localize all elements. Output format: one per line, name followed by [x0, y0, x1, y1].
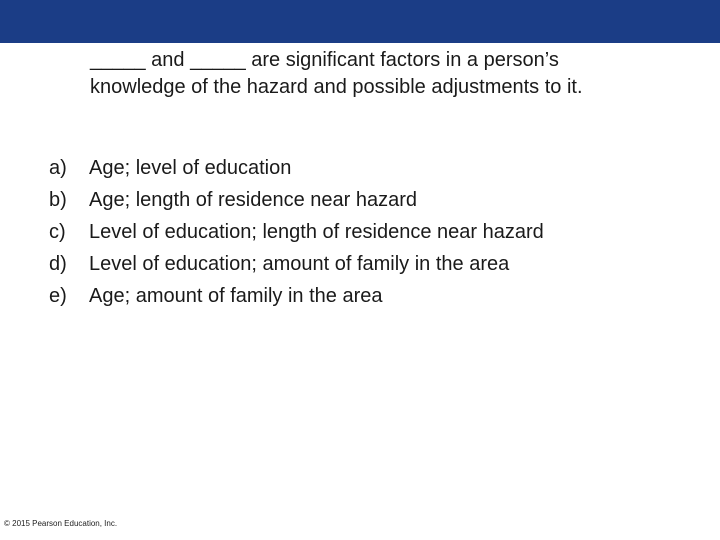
option-letter: e): [49, 285, 67, 307]
option-b[interactable]: [49, 184, 544, 216]
option-text: Age; length of residence near hazard: [89, 189, 417, 211]
option-text: Age; level of education: [89, 157, 292, 179]
option-text: Level of education; length of residence near hazard: [89, 221, 544, 243]
option-e[interactable]: [49, 280, 544, 312]
question-line-2: knowledge of the hazard and possible adjustments to it.: [90, 76, 583, 98]
option-c[interactable]: [49, 216, 544, 248]
option-letter: d): [49, 253, 67, 275]
answer-options: [49, 152, 544, 312]
question-text: [90, 47, 690, 101]
option-letter: b): [49, 189, 67, 211]
copyright-footer: © 2015 Pearson Education, Inc.: [4, 519, 118, 528]
option-letter: a): [49, 157, 67, 179]
question-line-1: _____ and _____ are significant factors in a person’s: [90, 49, 559, 71]
option-text: Level of education; amount of family in the area: [89, 253, 510, 275]
option-letter: c): [49, 221, 66, 243]
option-d[interactable]: [49, 248, 544, 280]
option-a[interactable]: [49, 152, 544, 184]
option-text: Age; amount of family in the area: [89, 285, 383, 307]
header-bar: [0, 0, 720, 43]
